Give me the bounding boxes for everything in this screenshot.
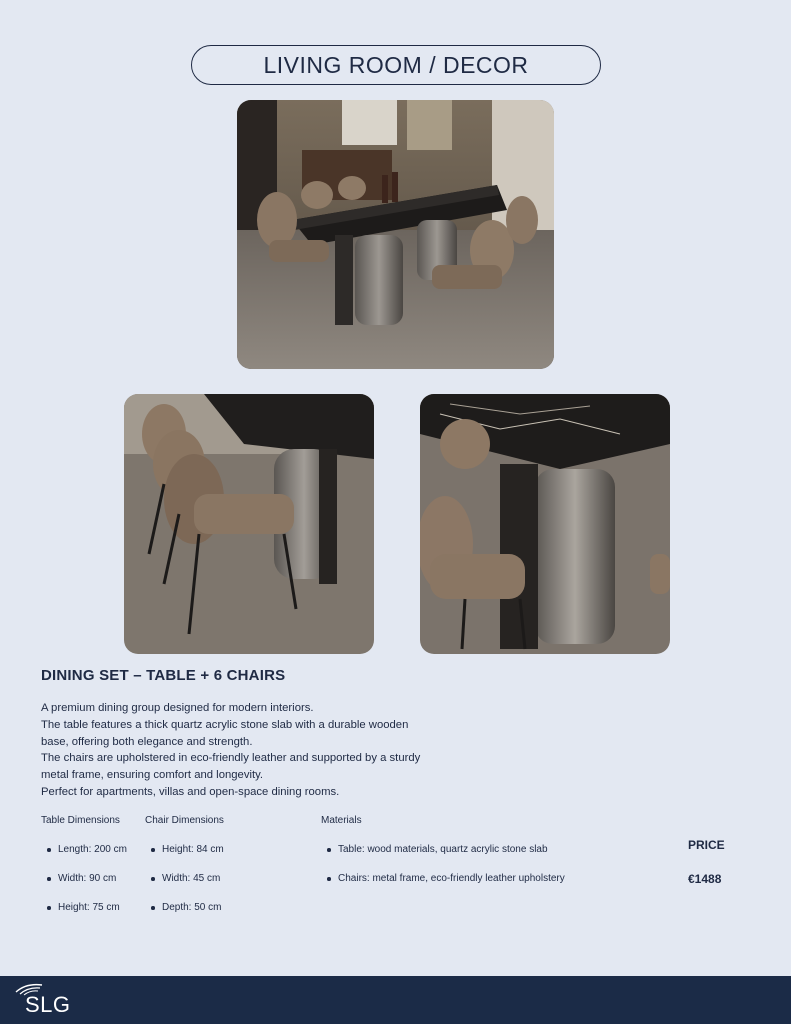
list-item: Table: wood materials, quartz acrylic stone slab (325, 844, 565, 873)
logo-text: SLG (25, 992, 71, 1017)
list-item: Width: 45 cm (149, 873, 224, 902)
materials-list (325, 844, 565, 902)
description-line: A premium dining group designed for modern interiors. (41, 702, 314, 714)
table-dimensions-list (45, 844, 127, 931)
materials-heading: Materials (321, 815, 362, 826)
description-line: The chairs are upholstered in eco-friendly leather and supported by a sturdy (41, 752, 421, 765)
product-photo-main (237, 100, 554, 369)
list-item: Chairs: metal frame, eco-friendly leather upholstery (325, 873, 565, 902)
list-item: Height: 75 cm (45, 902, 127, 931)
table-dimensions-heading: Table Dimensions (41, 815, 120, 826)
page-title: LIVING ROOM / DECOR (191, 45, 601, 85)
list-item: Height: 84 cm (149, 844, 224, 873)
slg-logo (14, 982, 80, 1020)
description-line: Perfect for apartments, villas and open-space dining rooms. (41, 785, 340, 798)
footer-bar (0, 976, 791, 1024)
description-line: metal frame, ensuring comfort and longevity. (41, 769, 264, 782)
chair-dimensions-heading: Chair Dimensions (145, 815, 224, 826)
list-item: Depth: 50 cm (149, 902, 224, 931)
price-label: PRICE (688, 838, 725, 852)
price-value: €1488 (688, 872, 722, 886)
chair-dimensions-list (149, 844, 224, 931)
product-description (41, 700, 481, 801)
product-photo-chairs (124, 394, 374, 654)
product-photo-table-detail (420, 394, 670, 654)
description-line: base, offering both elegance and strength. (41, 735, 253, 748)
product-title: DINING SET – TABLE + 6 CHAIRS (41, 667, 286, 684)
list-item: Length: 200 cm (45, 844, 127, 873)
list-item: Width: 90 cm (45, 873, 127, 902)
description-line: The table features a thick quartz acrylic stone slab with a durable wooden (41, 718, 409, 731)
